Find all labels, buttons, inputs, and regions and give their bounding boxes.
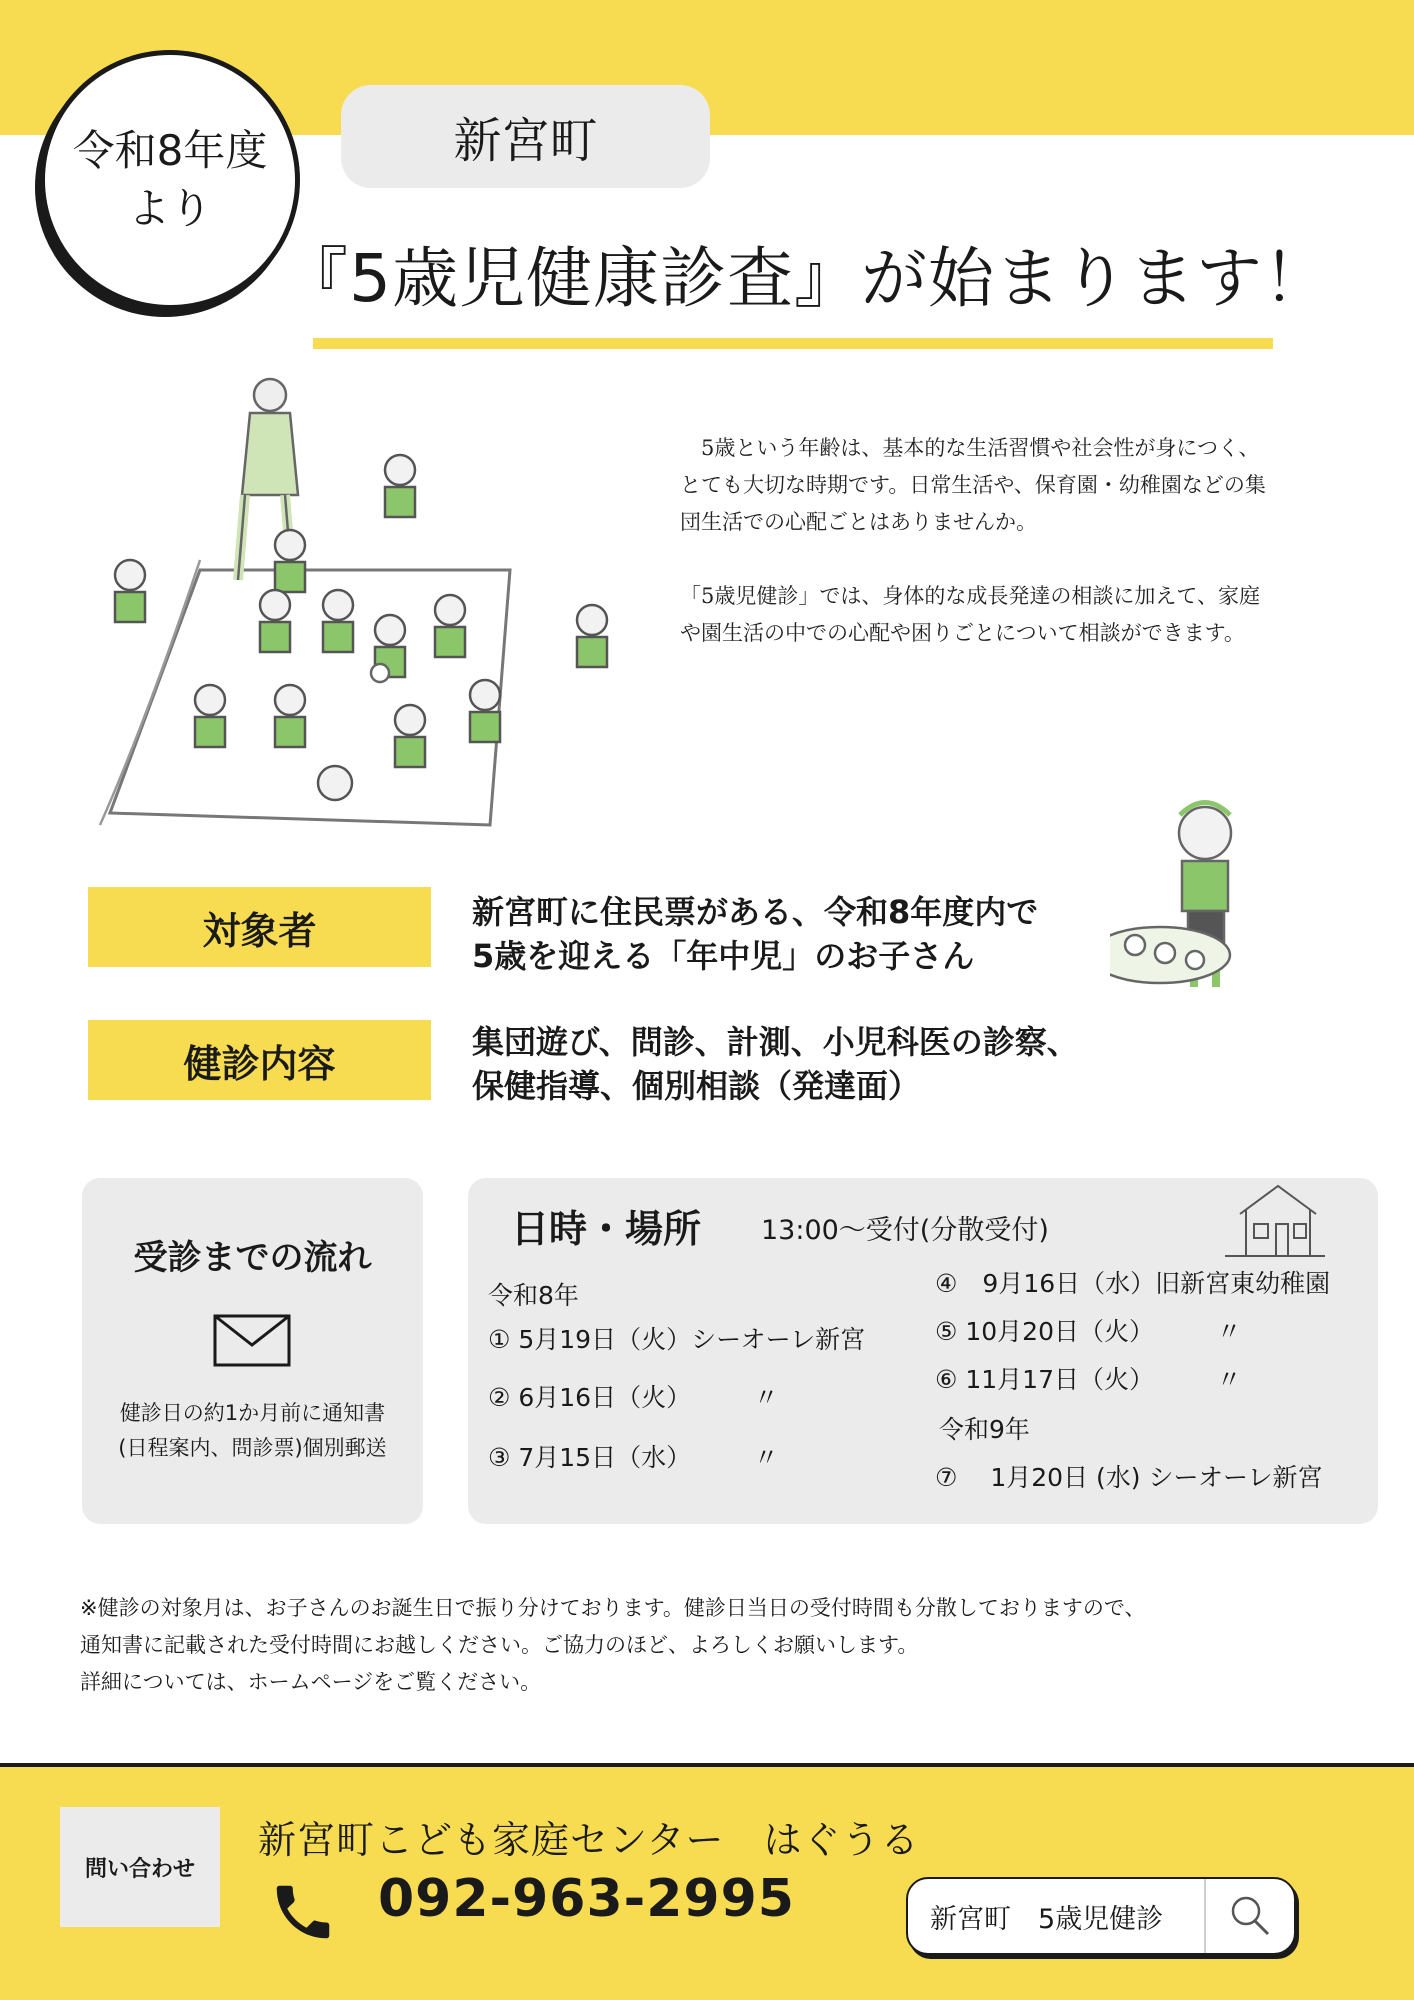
lead-paragraph-2: 「5歳児健診」では、身体的な成長発達の相談に加えて、家庭や園生活の中での心配や困りごとについて相談ができます。 — [680, 584, 1260, 645]
child-with-meal-illustration — [1110, 795, 1280, 1025]
title-underline — [313, 338, 1273, 349]
search-icon[interactable] — [1224, 1891, 1278, 1941]
schedule-row: ② 6月16日（火） 〃 — [488, 1383, 779, 1412]
contact-label — [60, 1807, 220, 1927]
search-divider — [1204, 1879, 1206, 1953]
house-icon — [1220, 1178, 1330, 1260]
target-label — [88, 887, 431, 967]
phone-number[interactable]: 092-963-2995 — [378, 1869, 795, 1929]
target-description: 新宮町に住民票がある、令和8年度内で 5歳を迎える「年中児」のお子さん — [472, 893, 1039, 975]
town-name: 新宮町 — [453, 113, 598, 169]
page-title: 『5歳児健康診査』が始まります！ — [282, 240, 1330, 317]
schedule-row: ③ 7月15日（水） 〃 — [488, 1443, 779, 1472]
flow-description: 健診日の約1か月前に通知書 (日程案内、問診票)個別郵送 — [118, 1401, 387, 1460]
contact-label-text: 問い合わせ — [84, 1856, 195, 1882]
year-label-r8: 令和8年 — [488, 1281, 579, 1310]
envelope-icon — [212, 1313, 292, 1368]
schedule-row: ⑦ 1月20日 (水) シーオーレ新宮 — [935, 1463, 1323, 1492]
year-badge-text: 令和8年度 より — [72, 126, 268, 233]
schedule-row: ④ 9月16日（水）旧新宮東幼稚園 — [935, 1269, 1331, 1298]
center-name: 新宮町こども家庭センター はぐうる — [258, 1818, 920, 1862]
schedule-row: ⑥ 11月17日（火） 〃 — [935, 1365, 1242, 1394]
phone-icon — [268, 1877, 338, 1947]
year-badge — [40, 50, 300, 310]
content-label — [88, 1020, 431, 1100]
children-playing-illustration — [80, 355, 660, 845]
flow-title: 受診までの流れ — [133, 1238, 372, 1278]
target-label-text: 対象者 — [202, 908, 317, 953]
reception-time: 13:00〜受付(分散受付) — [761, 1215, 1049, 1246]
lead-paragraph-1: 5歳という年齢は、基本的な生活習慣や社会性が身につく、とても大切な時期です。日常生活や、保育園・幼稚園などの集団生活での心配ごとはありませんか。 — [680, 436, 1266, 534]
schedule-card — [468, 1178, 1378, 1524]
year-label-r9: 令和9年 — [939, 1415, 1030, 1444]
content-description: 集団遊び、問診、計測、小児科医の診察、 保健指導、個別相談（発達面） — [472, 1023, 1079, 1105]
search-query: 新宮町 5歳児健診 — [930, 1904, 1164, 1935]
schedule-row: ① 5月19日（火）シーオーレ新宮 — [488, 1325, 866, 1354]
lead-text — [680, 430, 1280, 689]
schedule-title: 日時・場所 — [511, 1207, 702, 1251]
town-label — [341, 85, 710, 188]
schedule-row: ⑤ 10月20日（火） 〃 — [935, 1317, 1242, 1346]
contact-band — [0, 1763, 1414, 2000]
flow-card — [82, 1178, 423, 1524]
search-box[interactable] — [906, 1877, 1296, 1955]
content-label-text: 健診内容 — [183, 1041, 336, 1086]
note-text: ※健診の対象月は、お子さんのお誕生日で振り分けております。健診日当日の受付時間も分散しておりますので、 通知書に記載された受付時間にお越しください。ご協力のほど、よろしくお願いします。 詳細については、ホームページをご覧ください。 — [80, 1596, 1146, 1694]
